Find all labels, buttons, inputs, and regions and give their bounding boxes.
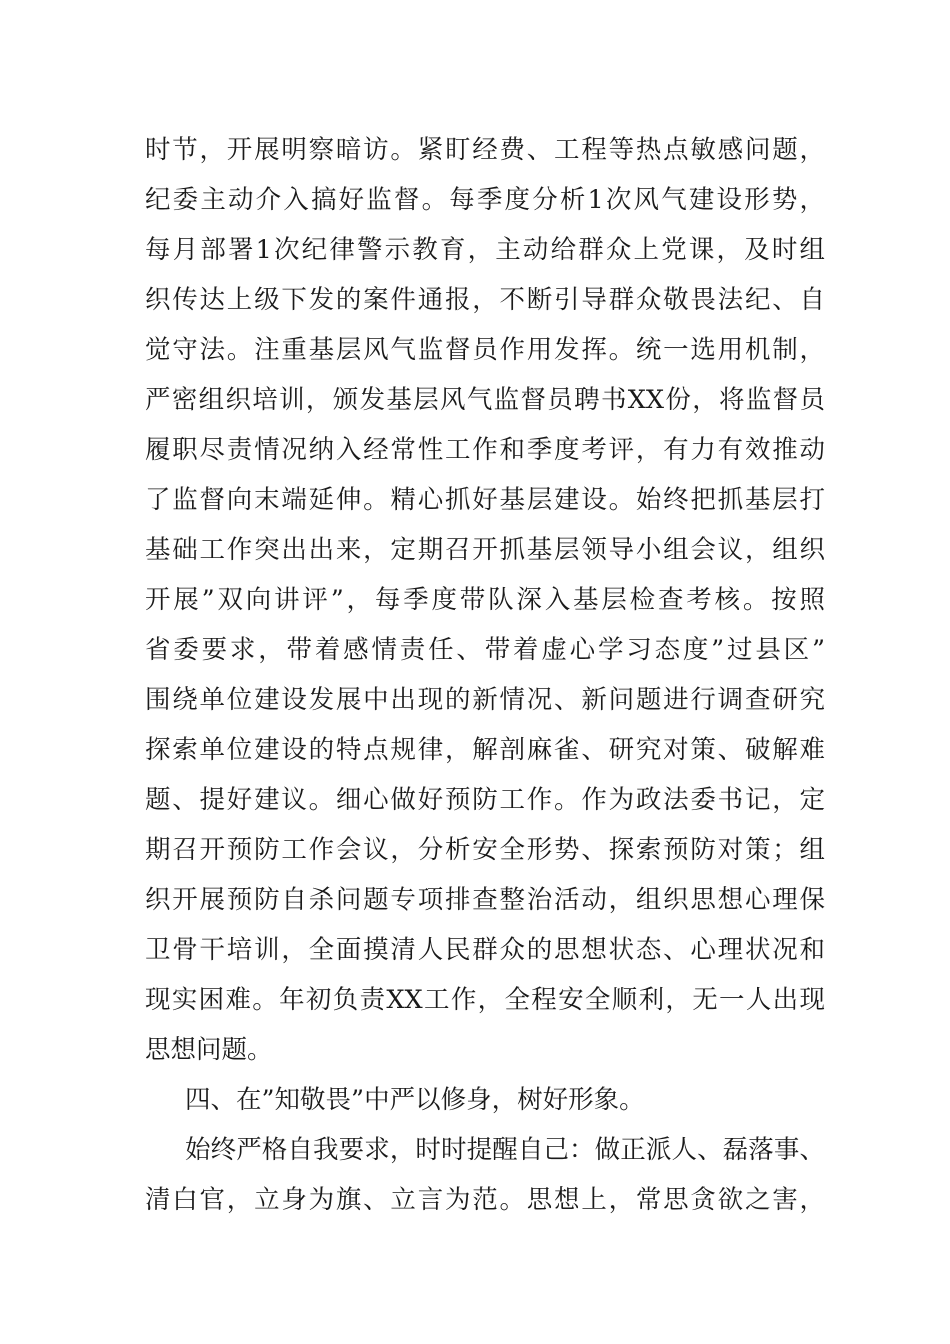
text-line-3: 每月部署1次纪律警示教育，主动给群众上党课，及时组	[145, 235, 825, 265]
text-line-1: 时节，开展明察暗访。紧盯经费、工程等热点敏感问题，	[145, 135, 825, 165]
text-line-6: 严密组织培训，颁发基层风气监督员聘书XX份，将监督员	[145, 385, 825, 415]
text-line-4: 织传达上级下发的案件通报，不断引导群众敬畏法纪、自	[145, 285, 825, 315]
text-line-9: 基础工作突出出来，定期召开抓基层领导小组会议，组织	[145, 535, 825, 565]
text-line-7: 履职尽责情况纳入经常性工作和季度考评，有力有效推动	[145, 435, 825, 465]
section-heading: 四、在”知敬畏”中严以修身，树好形象。	[185, 1085, 645, 1115]
text-line-18: 现实困难。年初负责XX工作，全程安全顺利，无一人出现	[145, 985, 825, 1015]
text-line-22: 清白官，立身为旗、立言为范。思想上，常思贪欲之害，	[145, 1185, 825, 1215]
text-line-10: 开展”双向讲评”，每季度带队深入基层检查考核。按照	[145, 585, 825, 615]
text-line-15: 期召开预防工作会议，分析安全形势、探索预防对策；组	[145, 835, 825, 865]
text-line-8: 了监督向末端延伸。精心抓好基层建设。始终把抓基层打	[145, 485, 825, 515]
text-line-2: 纪委主动介入搞好监督。每季度分析1次风气建设形势，	[145, 185, 825, 215]
text-line-11: 省委要求，带着感情责任、带着虚心学习态度”过县区”	[145, 635, 825, 665]
text-line-19: 思想问题。	[145, 1035, 273, 1065]
text-line-13: 探索单位建设的特点规律，解剖麻雀、研究对策、破解难	[145, 735, 825, 765]
text-line-12: 围绕单位建设发展中出现的新情况、新问题进行调查研究	[145, 685, 825, 715]
text-line-16: 织开展预防自杀问题专项排查整治活动，组织思想心理保	[145, 885, 825, 915]
text-line-5: 觉守法。注重基层风气监督员作用发挥。统一选用机制，	[145, 335, 825, 365]
text-line-21: 始终严格自我要求，时时提醒自己：做正派人、磊落事、	[185, 1135, 825, 1165]
text-line-17: 卫骨干培训，全面摸清人民群众的思想状态、心理状况和	[145, 935, 825, 965]
text-line-14: 题、提好建议。细心做好预防工作。作为政法委书记，定	[145, 785, 825, 815]
